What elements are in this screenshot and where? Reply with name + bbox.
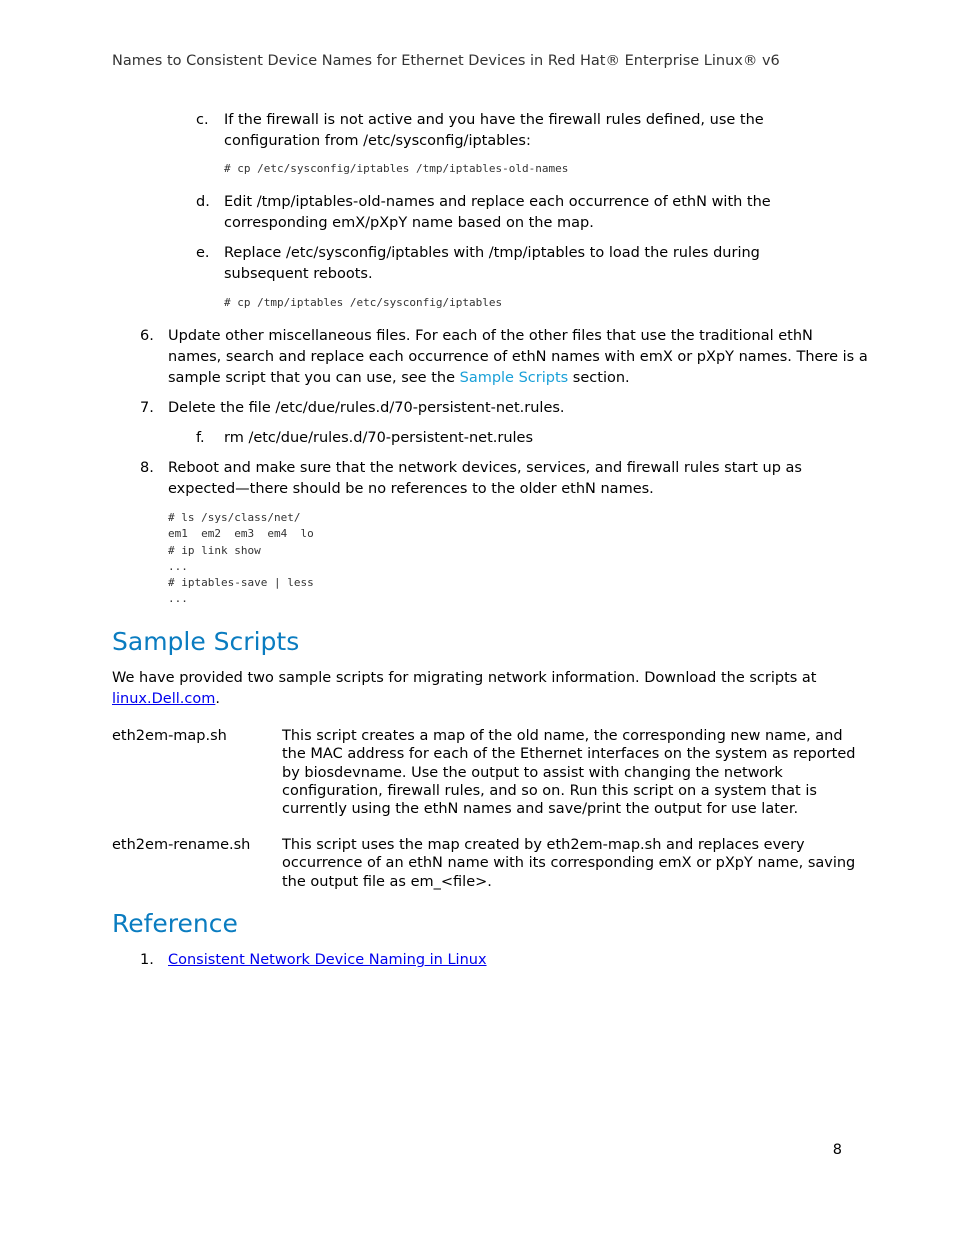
step-d-line-2: corresponding emX/pXpY name based on the map. bbox=[224, 215, 594, 231]
step-f-text: rm /etc/due/rules.d/70-persistent-net.rules bbox=[224, 430, 534, 446]
step-8-text bbox=[168, 458, 802, 500]
step-8-line-1: Reboot and make sure that the network devices, services, and firewall rules start up as bbox=[168, 460, 802, 476]
intro-line-2-post: . bbox=[215, 691, 220, 707]
script-map-line-5: currently using the ethN names and save/print the output for use later. bbox=[282, 801, 799, 818]
script-name-rename: eth2em-rename.sh bbox=[112, 837, 251, 853]
script-map-line-2: the MAC address for each of the Ethernet interfaces on the system as reported bbox=[282, 746, 856, 763]
dell-linux-link[interactable]: linux.Dell.com bbox=[112, 691, 216, 707]
sample-scripts-heading: Sample Scripts bbox=[112, 627, 300, 656]
step-6-line-3-pre: sample script that you can use, see the bbox=[168, 370, 460, 386]
running-header: Names to Consistent Device Names for Ethernet Devices in Red Hat® Enterprise Linux® v6 bbox=[112, 53, 780, 69]
reference-link-1 bbox=[168, 950, 487, 971]
reference-marker-1: 1. bbox=[140, 952, 154, 968]
code-copy-iptables-back: # cp /tmp/iptables /etc/sysconfig/iptables bbox=[224, 296, 503, 309]
list-marker-f: f. bbox=[196, 430, 205, 446]
sample-scripts-link[interactable]: Sample Scripts bbox=[459, 370, 569, 386]
script-desc-rename bbox=[282, 836, 855, 891]
step-d-text bbox=[224, 192, 771, 234]
step-e-line-2: subsequent reboots. bbox=[224, 266, 373, 282]
list-marker-8: 8. bbox=[140, 460, 154, 476]
code-copy-iptables-old: # cp /etc/sysconfig/iptables /tmp/iptables-old-names bbox=[224, 162, 569, 175]
intro-line-2 bbox=[112, 689, 817, 710]
step-6-line-2: names, search and replace each occurrence of ethN names with emX or pXpY names. There is a bbox=[168, 349, 868, 365]
reference-heading: Reference bbox=[112, 909, 238, 938]
page-number: 8 bbox=[832, 1142, 842, 1158]
list-marker-c: c. bbox=[196, 112, 209, 128]
consistent-naming-link[interactable]: Consistent Network Device Naming in Linux bbox=[168, 952, 487, 968]
step-6-text bbox=[168, 326, 868, 389]
step-c-line-2: configuration from /etc/sysconfig/iptables: bbox=[224, 133, 531, 149]
step-6-line-1: Update other miscellaneous files. For each of the other files that use the traditional ethN bbox=[168, 328, 813, 344]
list-marker-7: 7. bbox=[140, 400, 154, 416]
script-rename-line-1: This script uses the map created by eth2em-map.sh and replaces every bbox=[282, 837, 805, 853]
sample-scripts-intro bbox=[112, 668, 817, 710]
script-name-map: eth2em-map.sh bbox=[112, 728, 227, 744]
step-8-line-2: expected—there should be no references to the older ethN names. bbox=[168, 481, 654, 497]
script-rename-line-2: occurrence of an ethN name with its corresponding emX or pXpY name, saving bbox=[282, 855, 856, 872]
script-desc-map bbox=[282, 727, 855, 818]
script-rename-line-3: the output file as em_<file>. bbox=[282, 873, 492, 890]
step-c-line-1: If the firewall is not active and you have the firewall rules defined, use the bbox=[224, 112, 764, 128]
list-marker-6: 6. bbox=[140, 328, 154, 344]
step-e-line-1: Replace /etc/sysconfig/iptables with /tmp/iptables to load the rules during bbox=[224, 245, 760, 261]
step-6-line-3 bbox=[168, 368, 868, 389]
list-marker-e: e. bbox=[196, 245, 210, 261]
step-6-line-3-post: section. bbox=[568, 370, 630, 386]
script-map-line-3: by biosdevname. Use the output to assist with changing the network bbox=[282, 764, 783, 781]
step-d-line-1: Edit /tmp/iptables-old-names and replace each occurrence of ethN with the bbox=[224, 194, 771, 210]
step-7-text: Delete the file /etc/due/rules.d/70-persistent-net.rules. bbox=[168, 400, 565, 416]
step-c-text bbox=[224, 110, 764, 152]
intro-line-1: We have provided two sample scripts for migrating network information. Download the scripts at bbox=[112, 670, 817, 686]
code-verify-block: # ls /sys/class/net/ em1 em2 em3 em4 lo # ip link show ... # iptables-save | less ... bbox=[168, 511, 314, 606]
step-e-text bbox=[224, 243, 760, 285]
script-map-line-1: This script creates a map of the old name, the corresponding new name, and bbox=[282, 728, 843, 744]
script-map-line-4: configuration, firewall rules, and so on. Run this script on a system that is bbox=[282, 782, 817, 799]
list-marker-d: d. bbox=[196, 194, 210, 210]
